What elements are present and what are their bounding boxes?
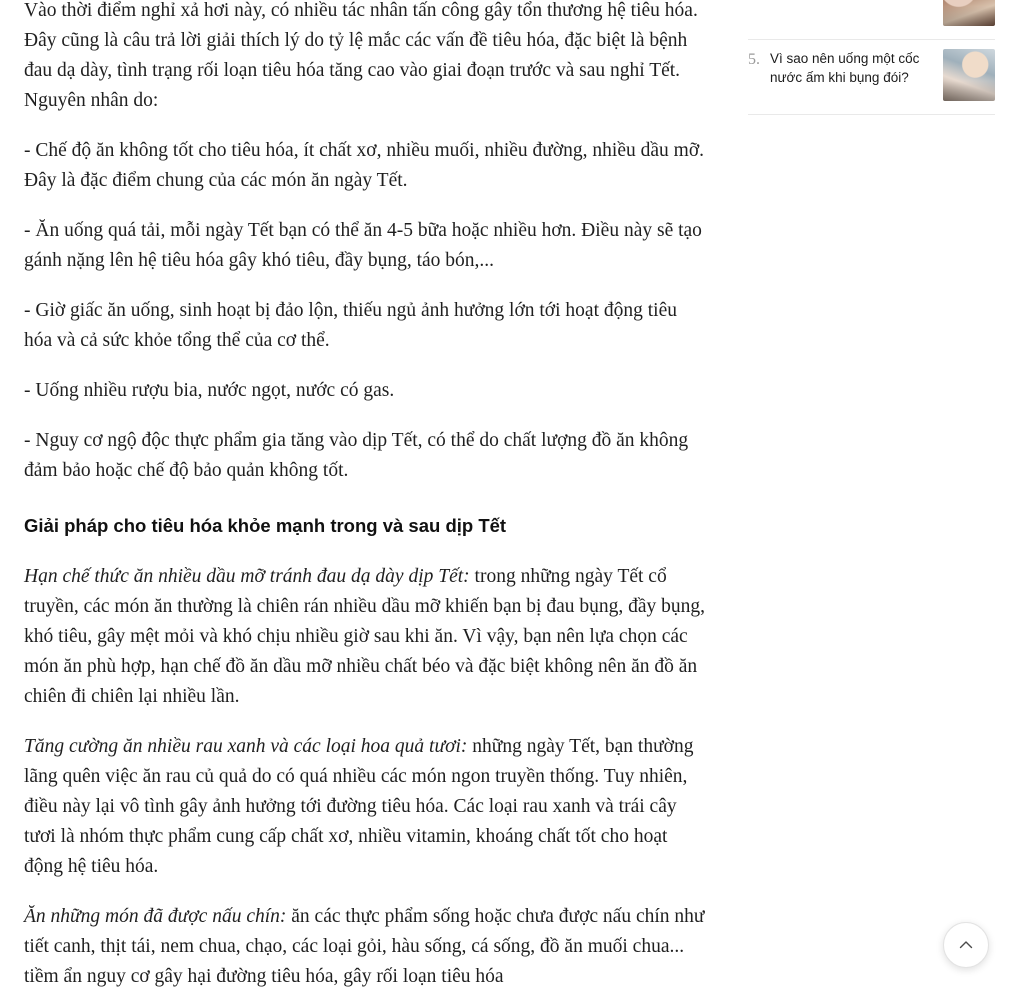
list-item-rank: 5. (748, 51, 760, 68)
tip-lead: Hạn chế thức ăn nhiều dầu mỡ tránh đau dạ dày dịp Tết: (24, 566, 470, 587)
tip-body: trong những ngày Tết cổ truyền, các món ăn thường là chiên rán nhiều dầu mỡ khiến bạn bị đau bụng, đầy bụng, khó tiêu, gây mệt mỏi và khó chịu nhiều giờ sau khi ăn. Vì vậy, bạn nên lựa chọn các món ăn phù hợp, hạn chế đồ ăn dầu mỡ nhiều chất béo và đặc biệt không nên ăn đồ ăn chiên đi chiên lại nhiều lần. (24, 566, 706, 707)
tip-body: những ngày Tết, bạn thường lãng quên việc ăn rau củ quả do có quá nhiều các món ngon truyền thống. Tuy nhiên, điều này lại vô tình gây ảnh hưởng tới đường tiêu hóa. Các loại rau xanh và trái cây tươi là nhóm thực phẩm cung cấp chất xơ, nhiều vitamin, khoáng chất tốt cho hoạt động hệ tiêu hóa. (24, 736, 694, 877)
article-paragraph: - Ăn uống quá tải, mỗi ngày Tết bạn có thể ăn 4-5 bữa hoặc nhiều hơn. Điều này sẽ tạo gánh nặng lên hệ tiêu hóa gây khó tiêu, đầy bụng, táo bón,... (24, 220, 702, 271)
tip-lead: Ăn những món đã được nấu chín: (24, 906, 287, 927)
article-paragraph: - Uống nhiều rượu bia, nước ngọt, nước có gas. (24, 380, 395, 401)
scroll-to-top-button[interactable] (943, 922, 989, 968)
thumbnail-shade (943, 6, 995, 26)
thumbnail-shade (943, 81, 995, 101)
most-read-list (748, 0, 995, 115)
list-item-thumbnail[interactable] (943, 0, 995, 26)
article-tip (24, 902, 706, 992)
chevron-up-icon (957, 936, 975, 954)
article-tip (24, 732, 706, 882)
list-item[interactable] (748, 40, 995, 115)
tip-lead: Tăng cường ăn nhiều rau xanh và các loại hoa quả tươi: (24, 736, 468, 757)
article-paragraph: - Chế độ ăn không tốt cho tiêu hóa, ít chất xơ, nhiều muối, nhiều đường, nhiều dầu mỡ. Đây là đặc điểm chung của các món ăn ngày Tết. (24, 140, 705, 191)
list-item-thumbnail[interactable] (943, 49, 995, 101)
tip-body: ăn các thực phẩm sống hoặc chưa được nấu chín như tiết canh, thịt tái, nem chua, chạo, các loại gỏi, hàu sống, cá sống, đồ ăn muối chua... tiềm ẩn nguy cơ gây hại đường tiêu hóa, gây rối loạn tiêu hóa (24, 906, 705, 987)
article-tip (24, 562, 706, 712)
article-paragraph: - Nguy cơ ngộ độc thực phẩm gia tăng vào dịp Tết, có thể do chất lượng đồ ăn không đảm bảo hoặc chế độ bảo quản không tốt. (24, 430, 689, 481)
list-item-title[interactable]: Vì sao nên uống một cốc nước ấm khi bụng đói? (770, 51, 920, 85)
list-item[interactable] (748, 0, 995, 40)
article-paragraph: Vào thời điểm nghỉ xả hơi này, có nhiều tác nhân tấn công gây tổn thương hệ tiêu hóa. Đây cũng là câu trả lời giải thích lý do tỷ lệ mắc các vấn đề tiêu hóa, đặc biệt là bệnh đau dạ dày, tình trạng rối loạn tiêu hóa tăng cao vào giai đoạn trước và sau nghỉ Tết. Nguyên nhân do: (24, 0, 698, 111)
sidebar (730, 0, 1015, 994)
section-heading: Giải pháp cho tiêu hóa khỏe mạnh trong và sau dịp Tết (24, 515, 507, 536)
article-paragraph: - Giờ giấc ăn uống, sinh hoạt bị đảo lộn, thiếu ngủ ảnh hưởng lớn tới hoạt động tiêu hóa và cả sức khỏe tổng thể của cơ thể. (24, 300, 677, 351)
